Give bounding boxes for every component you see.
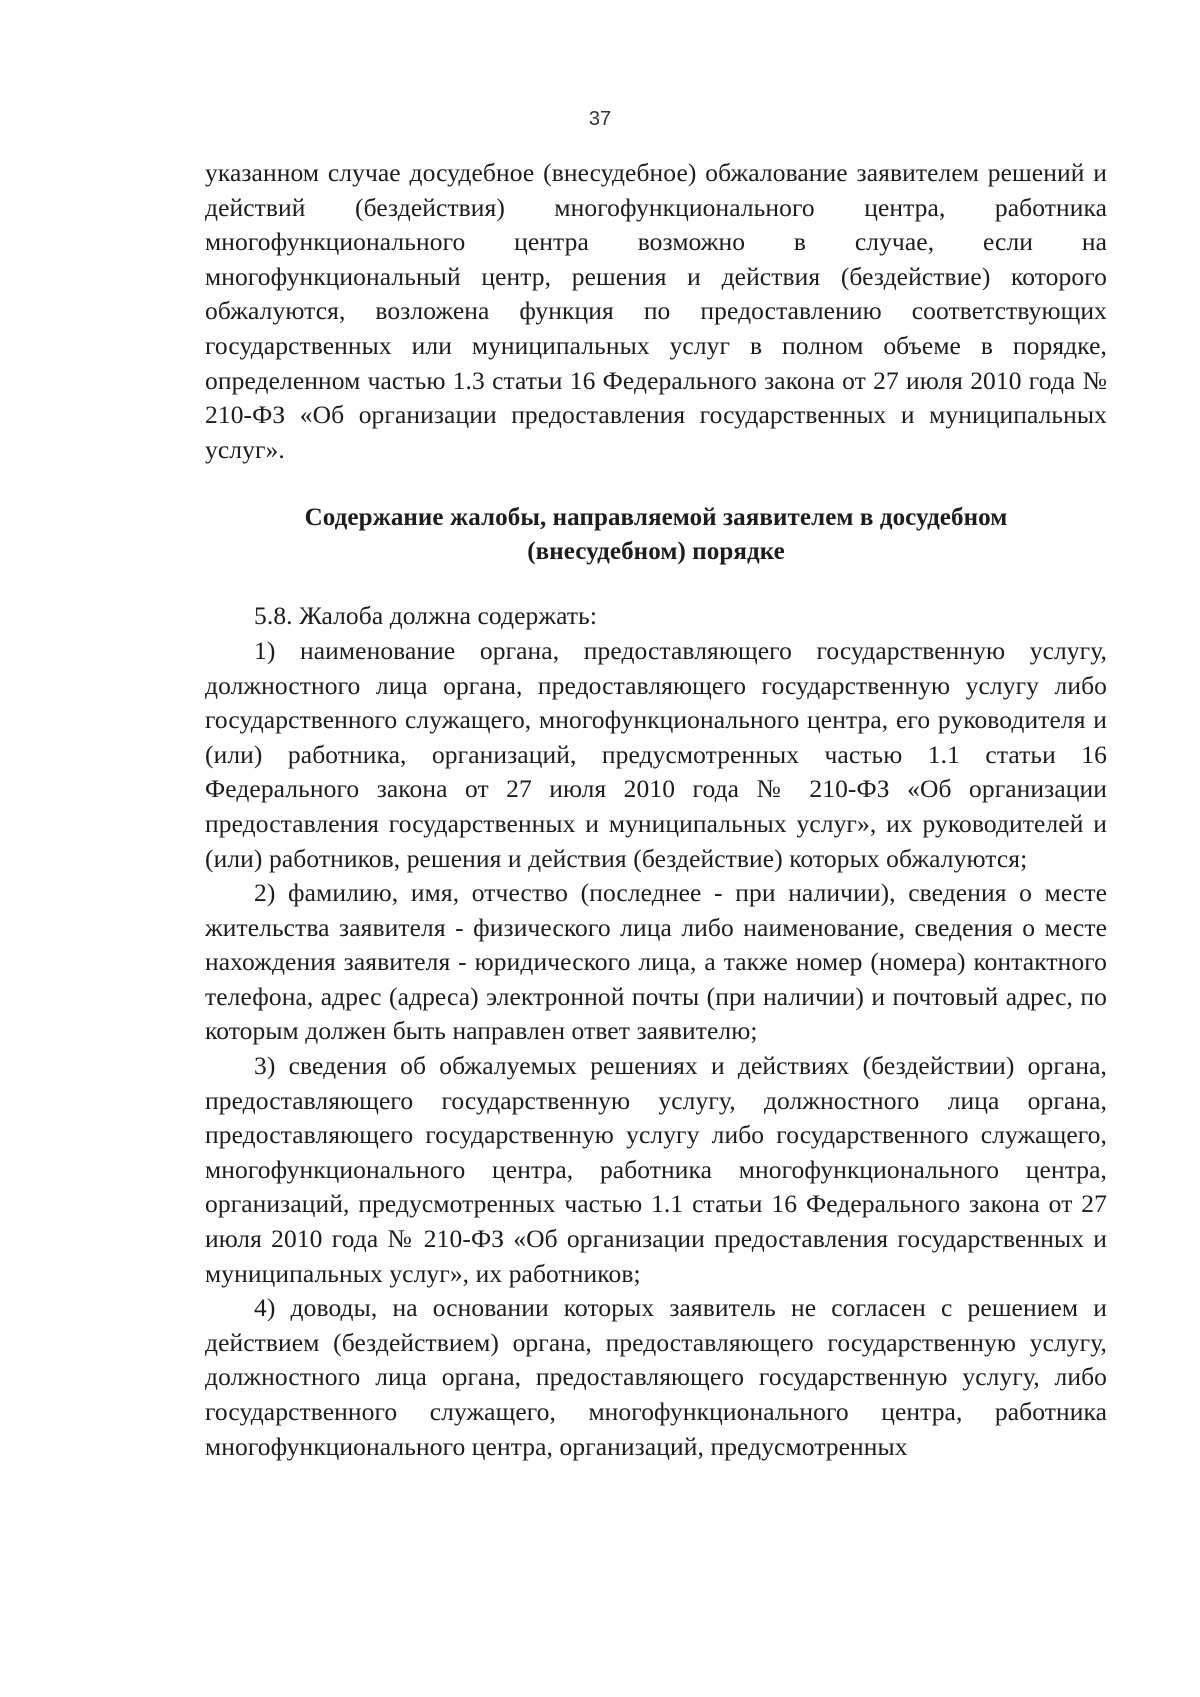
- list-item-1: 1) наименование органа, предоставляющего государственную услугу, должностного лица органа, предоставляющего государственную услугу либо государственного служащего, многофункционального центра, его руководителя и (или) работника, организаций, предусмотренных частью 1.1 статьи 16 Федерального закона от 27 июля 2010 года № 210-ФЗ «Об организации предоставления государственных и муниципальных услуг», их руководителей и (или) работников, решения и действия (бездействие) которых обжалуются;: [205, 635, 1107, 873]
- page-number: 37: [588, 108, 612, 130]
- section-heading-line-1: Содержание жалобы, направляемой заявителем в досудебном: [304, 504, 1008, 532]
- list-item-3: 3) сведения об обжалуемых решениях и действиях (бездействии) органа, предоставляющего государственную услугу, должностного лица органа, предоставляющего государственную услугу либо государственного служащего, многофункционального центра, работника многофункционального центра, организаций, предусмотренных частью 1.1 статьи 16 Федерального закона от 27 июля 2010 года № 210-ФЗ «Об организации предоставления государственных и муниципальных услуг», их работников;: [205, 1051, 1107, 1288]
- section-intro: 5.8. Жалоба должна содержать:: [254, 601, 598, 631]
- paragraph-continuation: указанном случае досудебное (внесудебное) обжалование заявителем решений и действий (бездействия) многофункционального центра, работника многофункционального центра возможно в случае, если на многофункциональный центр, решения и действия (бездействие) которого обжалуются, возложена функция по предоставлению соответствующих государственных или муниципальных услуг в полном объеме в порядке, определенном частью 1.3 статьи 16 Федерального закона от 27 июля 2010 года № 210-ФЗ «Об организации предоставления государственных и муниципальных услуг».: [205, 158, 1107, 464]
- list-item-2: 2) фамилию, имя, отчество (последнее - при наличии), сведения о месте жительства заявителя - физического лица либо наименование, сведения о месте нахождения заявителя - юридического лица, а также номер (номера) контактного телефона, адрес (адреса) электронной почты (при наличии) и почтовый адрес, по которым должен быть направлен ответ заявителю;: [205, 878, 1107, 1046]
- section-heading-line-2: (внесудебном) порядке: [527, 538, 785, 566]
- document-body: [205, 156, 1107, 1464]
- section-heading: [205, 501, 1107, 569]
- list-item-4: 4) доводы, на основании которых заявитель не согласен с решением и действием (бездействием) органа, предоставляющего государственную услугу, должностного лица органа, предоставляющего государственную услугу, либо государственного служащего, многофункционального центра, работника многофункционального центра, организаций, предусмотренных: [205, 1293, 1107, 1461]
